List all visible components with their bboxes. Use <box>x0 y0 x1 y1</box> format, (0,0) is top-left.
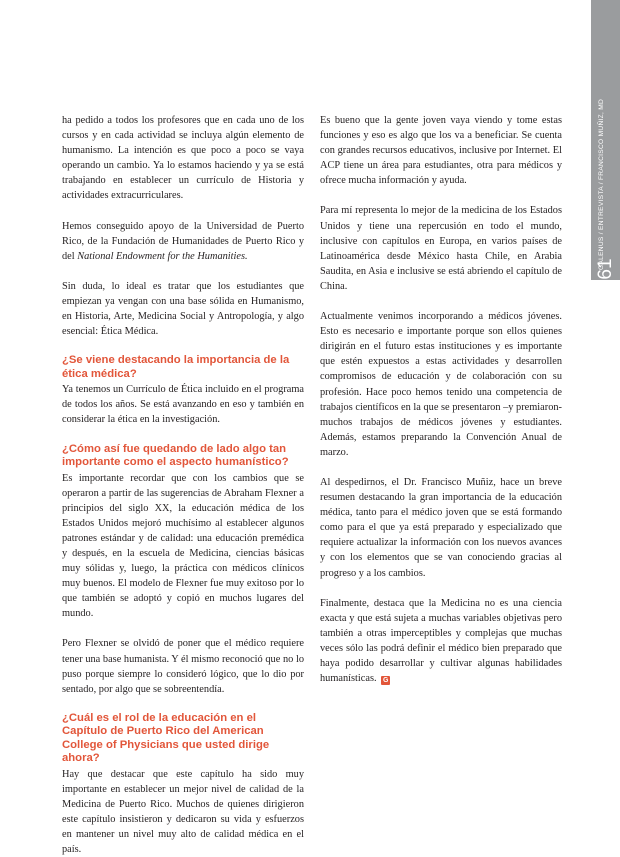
paragraph: Al despedirnos, el Dr. Francisco Muñiz, hace un breve resumen destacando la gran importancia de la educación médica, tanto para el médico joven que se está formando como para el que ya está preparado y especializado que requiere actualizar la información con los nuevos avances y con los elementos que se van conociendo gracias al progreso y a los cambios. <box>320 476 562 579</box>
paragraph: Ya tenemos un Currículo de Ética incluido en el programa de todos los años. Se está avanzando en eso y también en considerar la ética en la investigación. <box>62 384 304 426</box>
paragraph: Hay que destacar que este capítulo ha sido muy importante en establecer un mejor nivel de calidad de la Medicina de Puerto Rico. Muchos de quienes dirigieron este capítulo insistieron y dedicaron su vida y esfuerzos en mantener un nivel muy alto de calidad médica en el país. <box>62 768 304 856</box>
paragraph: Pero Flexner se olvidó de poner que el médico requiere tener una base humanista. Y él mismo reconoció que no lo puso porque siempre lo consideró lógico, que lo dio por sentado, por algo que se sobreentendía. <box>62 638 304 695</box>
question-heading: ¿Se viene destacando la importancia de la ética médica? <box>62 354 290 380</box>
paragraph: Sin duda, lo ideal es tratar que los estudiantes que empiezan ya vengan con una base sólida en Humanismo, en Historia, Arte, Medicina Social y Antropología, y algo esencial: Ética Médica. <box>62 280 304 338</box>
sidebar-band <box>591 0 620 280</box>
paragraph: Actualmente venimos incorporando a médicos jóvenes. Esto es necesario e importante porque son ellos quienes dirigirán en el futuro estas instituciones y es importante que estén expuestos a estas actividades y desarrollen compromisos de educación y de colaboración con su profesión. Hace poco hemos tenido una competencia de trabajos científicos en la que se presentaron –y premiaron- muchos trabajos de médicos jóvenes y estudiantes. Además, estamos preparando la Convención Anual de marzo. <box>320 311 562 458</box>
paragraph: ha pedido a todos los profesores que en cada uno de los cursos y en cada actividad se incluya algún elemento de humanismo. La intención es que poco a poco se vaya operando un cambio. Ya lo estamos haciendo y ya se está trabajando en establecer un currículo de Historia y actividades extracurriculares. <box>62 115 304 202</box>
italic-title: National Endowment for the Humanities. <box>77 250 248 262</box>
page-number: 61 <box>595 258 616 280</box>
question-heading: ¿Cuál es el rol de la educación en el Capítulo de Puerto Rico del American College of Physicians que usted dirige ahora? <box>62 711 270 765</box>
paragraph <box>62 219 304 264</box>
paragraph: Para mí representa lo mejor de la medicina de los Estados Unidos y tiene una repercusión en todo el mundo, inclusive con capítulos en Europa, en varios países de Latinoamérica desde México hasta Chile, en Arabia Saudita, en Asia e inclusive se está abriendo el capítulo de China. <box>320 205 562 292</box>
paragraph: Es bueno que la gente joven vaya viendo y tome estas funciones y eso es algo que los va a beneficiar. Se cuenta con grandes recursos educativos, inclusive por Internet. El ACP tiene un área para estudiantes, otra para médicos y ofrece mucha información y ayuda. <box>320 115 562 187</box>
right-column <box>320 113 562 686</box>
question-heading: ¿Cómo así fue quedando de lado algo tan importante como el aspecto humanístico? <box>62 442 289 468</box>
running-head: GALENUS / ENTREVISTA / FRANCISCO MUÑIZ, MD <box>598 98 605 270</box>
end-mark-icon: G <box>382 677 389 685</box>
paragraph-text: Finalmente, destaca que la Medicina no es una ciencia exacta y que está sujeta a muchas variables objetivas pero también a otras imperceptibles y complejas que muchas veces sólo las podrá definir el médico bien preparado que haya podido desarrollar y cultivar algunas habilidades humanísticas. <box>320 597 562 685</box>
left-column <box>62 113 304 857</box>
paragraph-text: Hemos conseguido apoyo de la Universidad de Puerto Rico, de la Fundación de Humanidades de Puerto Rico y del <box>62 220 304 262</box>
paragraph <box>320 596 562 687</box>
paragraph: Es importante recordar que con los cambios que se operaron a partir de las sugerencias de Abraham Flexner a principios del siglo XX, la educación médica de los Estados Unidos mejoró muchísimo al establecer algunos patrones estándar y de calidad: una educación premédica y después, en la escuela de Medicina, ciencias básicas muy sólidas y, luego, la práctica con médicos clínicos muy buenos. El modelo de Flexner fue muy exitoso por lo que también se adoptó y copió en muchos lugares del mundo. <box>62 472 304 620</box>
